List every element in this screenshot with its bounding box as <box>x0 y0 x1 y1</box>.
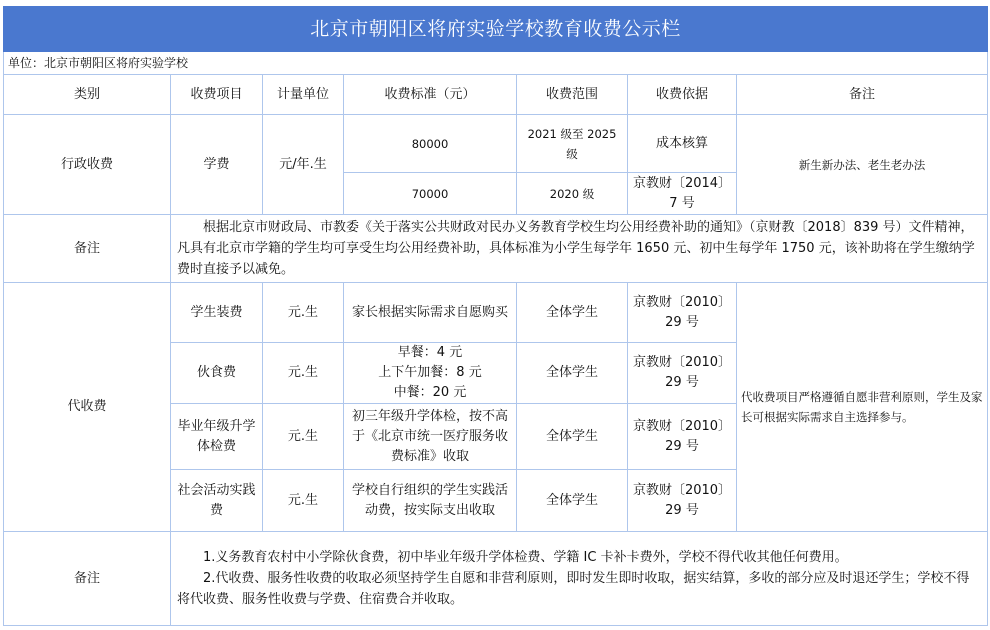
agency-standard: 初三年级升学体检，按不高于《北京市统一医疗服务收费标准》收取 <box>344 404 517 470</box>
agency-basis: 京教财〔2010〕29 号 <box>628 283 737 343</box>
agency-range: 全体学生 <box>517 404 628 470</box>
agency-basis: 京教财〔2010〕29 号 <box>628 470 737 532</box>
agency-unit: 元.生 <box>263 470 344 532</box>
header-range: 收费范围 <box>517 75 628 115</box>
note1-label: 备注 <box>4 215 171 283</box>
admin-basis: 京教财〔2014〕7 号 <box>628 173 737 215</box>
agency-item: 伙食费 <box>171 343 263 404</box>
note2-text <box>171 532 988 626</box>
agency-basis: 京教财〔2010〕29 号 <box>628 343 737 404</box>
admin-basis: 成本核算 <box>628 115 737 173</box>
agency-standard: 家长根据实际需求自愿购买 <box>344 283 517 343</box>
agency-range: 全体学生 <box>517 470 628 532</box>
unit-label: 单位：北京市朝阳区将府实验学校 <box>4 52 988 75</box>
agency-standard: 学校自行组织的学生实践活动费，按实际支出收取 <box>344 470 517 532</box>
admin-remark: 新生新办法、老生老办法 <box>737 115 988 215</box>
agency-range: 全体学生 <box>517 283 628 343</box>
agency-basis: 京教财〔2010〕29 号 <box>628 404 737 470</box>
admin-unit: 元/年.生 <box>263 115 344 215</box>
agency-unit: 元.生 <box>263 343 344 404</box>
admin-standard: 70000 <box>344 173 517 215</box>
header-basis: 收费依据 <box>628 75 737 115</box>
admin-range: 2020 级 <box>517 173 628 215</box>
page-title: 北京市朝阳区将府实验学校教育收费公示栏 <box>4 7 988 52</box>
agency-unit: 元.生 <box>263 404 344 470</box>
note2-line: 1.义务教育农村中小学除伙食费，初中毕业年级升学体检费、学籍 IC 卡补卡费外，学校不得代收其他任何费用。 <box>203 550 848 565</box>
standard-line: 早餐：4 元 <box>397 345 463 360</box>
fee-notice-board <box>3 6 987 626</box>
agency-remark: 代收费项目严格遵循自愿非营利原则，学生及家长可根据实际需求自主选择参与。 <box>737 283 988 532</box>
note2-label: 备注 <box>4 532 171 626</box>
header-remark: 备注 <box>737 75 988 115</box>
header-item: 收费项目 <box>171 75 263 115</box>
admin-range: 2021 级至 2025 级 <box>517 115 628 173</box>
admin-category: 行政收费 <box>4 115 171 215</box>
standard-line: 中餐：20 元 <box>393 385 467 400</box>
agency-item: 毕业年级升学体检费 <box>171 404 263 470</box>
agency-unit: 元.生 <box>263 283 344 343</box>
agency-item: 社会活动实践费 <box>171 470 263 532</box>
table-row <box>4 283 988 343</box>
header-row <box>4 75 988 115</box>
admin-standard: 80000 <box>344 115 517 173</box>
header-standard: 收费标准（元） <box>344 75 517 115</box>
agency-standard <box>344 343 517 404</box>
header-unit: 计量单位 <box>263 75 344 115</box>
standard-line: 上下午加餐：8 元 <box>378 365 482 380</box>
fee-table <box>3 6 988 626</box>
agency-range: 全体学生 <box>517 343 628 404</box>
note1-text: 根据北京市财政局、市教委《关于落实公共财政对民办义务教育学校生均公用经费补助的通知》（京财教〔2018〕839 号）文件精神，凡具有北京市学籍的学生均可享受生均公用经费补助，具体标准为小学生每学年 1650 元、初中生每学年 1750 元，该补助将在学生缴纳学费时直接予以减免。 <box>171 215 988 283</box>
note2-line: 2.代收费、服务性收费的收取必须坚持学生自愿和非营利原则，即时发生即时收取，据实结算，多收的部分应及时退还学生；学校不得将代收费、服务性收费与学费、住宿费合并收取。 <box>177 571 970 607</box>
note-row <box>4 532 988 626</box>
agency-item: 学生装费 <box>171 283 263 343</box>
note-row <box>4 215 988 283</box>
admin-item: 学费 <box>171 115 263 215</box>
header-category: 类别 <box>4 75 171 115</box>
table-row <box>4 115 988 173</box>
agency-category: 代收费 <box>4 283 171 532</box>
